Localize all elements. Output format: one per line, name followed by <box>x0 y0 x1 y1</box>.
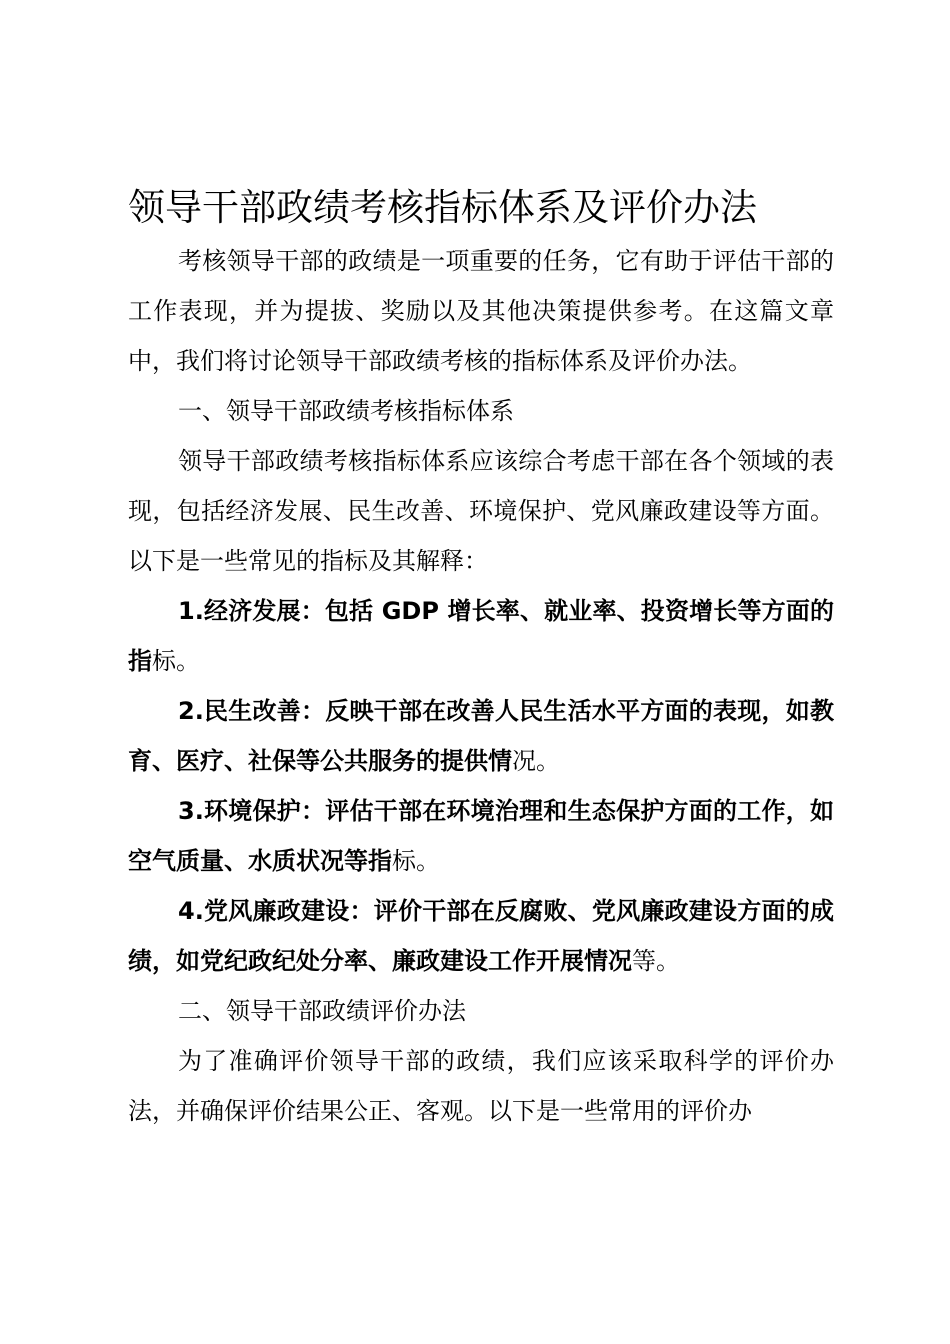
indicator-item-tail-text: 等。 <box>632 947 680 975</box>
indicator-item-economy <box>128 586 834 686</box>
section-1-heading: 一、领导干部政绩考核指标体系 <box>178 397 514 425</box>
indicator-item-bold-text: 3.环境保护：评估干部在环境治理和生态保护方面的工作，如空气质量、水质状况等指 <box>128 797 834 875</box>
indicator-item-environment <box>128 786 834 886</box>
indicator-item-tail-text: 标。 <box>392 847 440 875</box>
document-page <box>128 180 834 1136</box>
indicator-item-bold-text: 2.民生改善：反映干部在改善人民生活水平方面的表现，如教育、医疗、社保等公共服务的提供情 <box>128 697 834 775</box>
indicator-item-bold-text: 1.经济发展：包括 GDP 增长率、就业率、投资增长等方面的指 <box>128 597 834 675</box>
indicator-item-integrity <box>128 886 834 986</box>
indicator-item-livelihood <box>128 686 834 786</box>
section-2-intro-paragraph: 为了准确评价领导干部的政绩，我们应该采取科学的评价办法，并确保评价结果公正、客观。以下是一些常用的评价办 <box>128 1047 834 1125</box>
indicator-item-bold-text: 4.党风廉政建设：评价干部在反腐败、党风廉政建设方面的成绩，如党纪政纪处分率、廉政建设工作开展情况 <box>128 897 834 975</box>
section-1-intro-paragraph: 领导干部政绩考核指标体系应该综合考虑干部在各个领域的表现，包括经济发展、民生改善、环境保护、党风廉政建设等方面。以下是一些常见的指标及其解释： <box>128 447 834 575</box>
document-title: 领导干部政绩考核指标体系及评价办法 <box>128 186 757 229</box>
indicator-item-tail-text: 况。 <box>512 747 560 775</box>
intro-paragraph: 考核领导干部的政绩是一项重要的任务，它有助于评估干部的工作表现，并为提拔、奖励以及其他决策提供参考。在这篇文章中，我们将讨论领导干部政绩考核的指标体系及评价办法。 <box>128 247 834 375</box>
indicator-item-tail-text: 标。 <box>152 647 200 675</box>
section-2-heading: 二、领导干部政绩评价办法 <box>178 997 466 1025</box>
